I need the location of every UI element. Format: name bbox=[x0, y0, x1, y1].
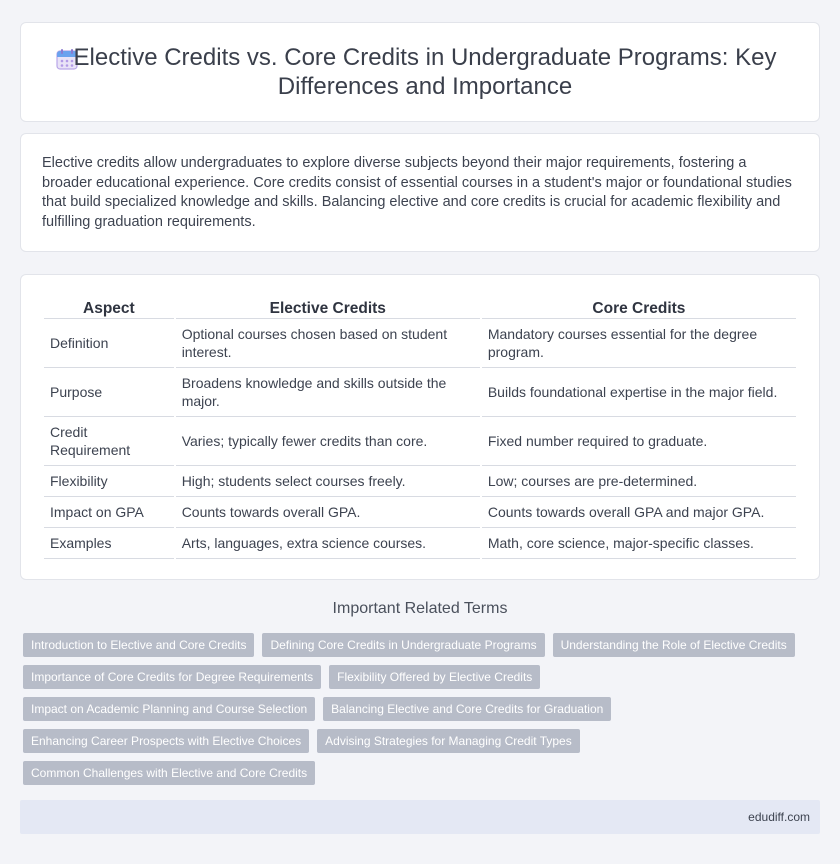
table-row bbox=[44, 417, 796, 466]
table-cell: Mandatory courses essential for the degree program. bbox=[482, 319, 796, 368]
related-term-tag[interactable]: Advising Strategies for Managing Credit Types bbox=[317, 729, 580, 753]
table-cell: High; students select courses freely. bbox=[176, 466, 480, 497]
header-card bbox=[20, 22, 820, 122]
table-row bbox=[44, 466, 796, 497]
table-row bbox=[44, 497, 796, 528]
table-cell: Credit Requirement bbox=[44, 417, 174, 466]
table-cell: Purpose bbox=[44, 368, 174, 417]
table-cell: Low; courses are pre-determined. bbox=[482, 466, 796, 497]
table-cell: Definition bbox=[44, 319, 174, 368]
table-cell: Flexibility bbox=[44, 466, 174, 497]
table-cell: Math, core science, major-specific classes. bbox=[482, 528, 796, 559]
table-cell: Counts towards overall GPA. bbox=[176, 497, 480, 528]
related-term-tag[interactable]: Flexibility Offered by Elective Credits bbox=[329, 665, 540, 689]
table-cell: Impact on GPA bbox=[44, 497, 174, 528]
table-cell: Builds foundational expertise in the major field. bbox=[482, 368, 796, 417]
table-header: Aspect bbox=[44, 295, 174, 319]
comparison-table bbox=[42, 295, 798, 559]
table-cell: Varies; typically fewer credits than core. bbox=[176, 417, 480, 466]
related-terms-title: Important Related Terms bbox=[332, 600, 508, 617]
intro-paragraph: Elective credits allow undergraduates to explore diverse subjects beyond their major requirements, fostering a broader educational experience. Core credits consist of essential courses in a student's major or foundational studies that build specialized knowledge and skills. Balancing elective and core credits is crucial for academic flexibility and fulfilling graduation requirements. bbox=[42, 155, 792, 230]
table-row bbox=[44, 368, 796, 417]
intro-card bbox=[20, 133, 820, 252]
table-header: Core Credits bbox=[482, 295, 796, 319]
table-cell: Counts towards overall GPA and major GPA. bbox=[482, 497, 796, 528]
related-term-tag[interactable]: Impact on Academic Planning and Course Selection bbox=[23, 697, 315, 721]
table-row bbox=[44, 319, 796, 368]
table-cell: Broadens knowledge and skills outside the major. bbox=[176, 368, 480, 417]
related-term-tag[interactable]: Introduction to Elective and Core Credits bbox=[23, 633, 254, 657]
related-term-tag[interactable]: Defining Core Credits in Undergraduate Programs bbox=[262, 633, 544, 657]
comparison-table-card bbox=[20, 274, 820, 580]
related-term-tag[interactable]: Importance of Core Credits for Degree Requirements bbox=[23, 665, 321, 689]
related-term-tag[interactable]: Understanding the Role of Elective Credits bbox=[553, 633, 795, 657]
table-header: Elective Credits bbox=[176, 295, 480, 319]
table-cell: Examples bbox=[44, 528, 174, 559]
table-cell: Optional courses chosen based on student interest. bbox=[176, 319, 480, 368]
table-row bbox=[44, 528, 796, 559]
related-term-tag[interactable]: Common Challenges with Elective and Core Credits bbox=[23, 761, 315, 785]
footer-brand[interactable]: edudiff.com bbox=[748, 810, 810, 824]
related-terms-list bbox=[23, 633, 813, 793]
related-term-tag[interactable]: Enhancing Career Prospects with Elective Choices bbox=[23, 729, 309, 753]
table-cell: Arts, languages, extra science courses. bbox=[176, 528, 480, 559]
related-term-tag[interactable]: Balancing Elective and Core Credits for Graduation bbox=[323, 697, 611, 721]
table-cell: Fixed number required to graduate. bbox=[482, 417, 796, 466]
footer bbox=[20, 800, 820, 834]
page-title: Elective Credits vs. Core Credits in Undergraduate Programs: Key Differences and Importance bbox=[73, 44, 777, 100]
